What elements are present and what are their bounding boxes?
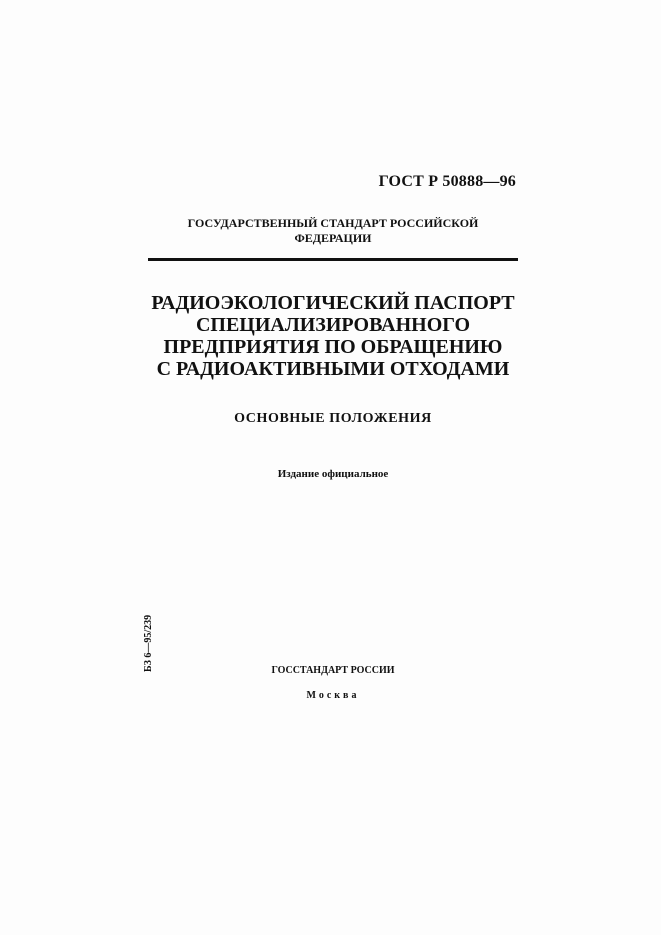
gost-number: ГОСТ Р 50888—96: [378, 173, 516, 190]
side-code: БЗ 6—95/239: [143, 614, 154, 672]
publication-city: Москва: [306, 690, 360, 701]
title-line: С РАДИОАКТИВНЫМИ ОТХОДАМИ: [156, 358, 510, 380]
horizontal-rule: [148, 258, 518, 261]
title-line: РАДИОЭКОЛОГИЧЕСКИЙ ПАСПОРТ: [151, 292, 515, 314]
state-standard-line: ГОСУДАРСТВЕННЫЙ СТАНДАРТ РОССИЙСКОЙ: [187, 216, 479, 230]
title-line: СПЕЦИАЛИЗИРОВАННОГО: [195, 314, 471, 336]
state-standard-line: ФЕДЕРАЦИИ: [294, 231, 372, 245]
publisher: ГОССТАНДАРТ РОССИИ: [271, 665, 395, 676]
edition-note: Издание официальное: [277, 468, 389, 480]
document-subtitle: ОСНОВНЫЕ ПОЛОЖЕНИЯ: [234, 411, 432, 426]
state-standard-heading: [148, 216, 518, 246]
document-title: [100, 292, 566, 380]
title-line: ПРЕДПРИЯТИЯ ПО ОБРАЩЕНИЮ: [163, 336, 503, 358]
